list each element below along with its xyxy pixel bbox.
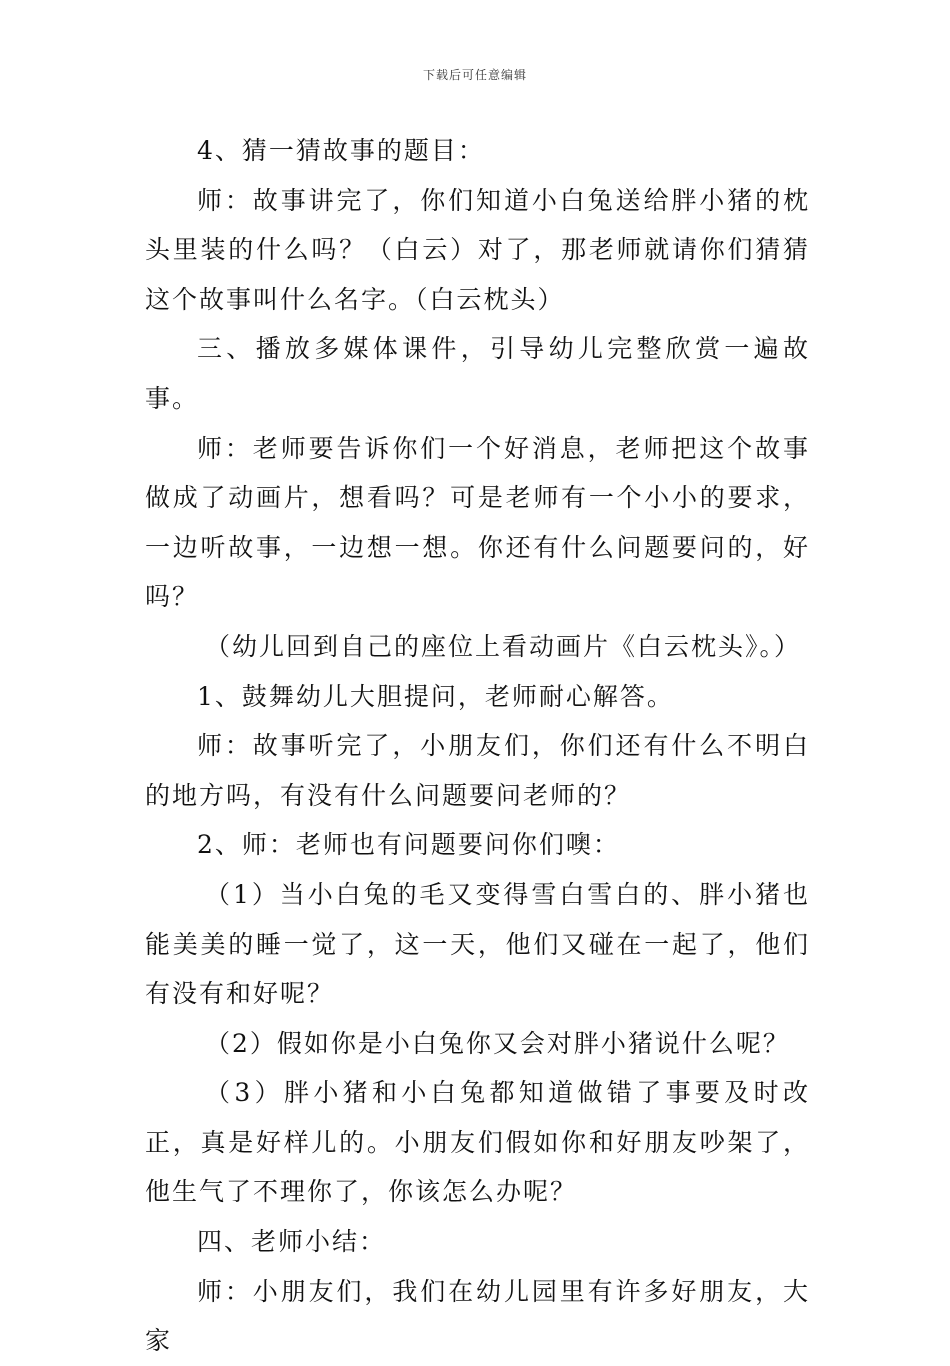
paragraph-question-three: （3）胖小猪和小白兔都知道做错了事要及时改正，真是好样儿的。小朋友们假如你和好朋友吵架了，他生气了不理你了，你该怎么办呢？ [145,1078,810,1207]
paragraph-step-one: 1、鼓舞幼儿大胆提问，老师耐心解答。 [197,681,674,711]
paragraph-teacher-animation: 师：老师要告诉你们一个好消息，老师把这个故事做成了动画片，想看吗？可是老师有一个小小的要求，一边听故事，一边想一想。你还有什么问题要问的，好吗？ [145,433,810,612]
paragraph-teacher-questions: 师：故事听完了，小朋友们，你们还有什么不明白的地方吗，有没有什么问题要问老师的？ [145,731,810,810]
paragraph-teacher-summary: 师：小朋友们，我们在幼儿园里有许多好朋友，大家 [145,1276,810,1356]
paragraph-teacher-story-done: 师：故事讲完了，你们知道小白兔送给胖小猪的枕头里装的什么吗？（白云）对了，那老师就请你们猜猜这个故事叫什么名字。（白云枕头） [145,185,810,314]
page-header: 下载后可任意编辑 [422,68,527,82]
paragraph-step-two: 2、师：老师也有问题要问你们噢： [197,830,620,860]
paragraph-question-two: （2）假如你是小白兔你又会对胖小猪说什么呢？ [205,1028,790,1058]
paragraph-guess-title: 4、猜一猜故事的题目： [197,136,485,165]
document-body [145,126,810,1366]
paragraph-section-four: 四、老师小结： [197,1227,387,1257]
paragraph-question-one: （1）当小白兔的毛又变得雪白雪白的、胖小猪也能美美的睡一觉了，这一天，他们又碰在一起了，他们有没有和好呢？ [145,879,810,1009]
paragraph-section-three: 三、播放多媒体课件，引导幼儿完整欣赏一遍故事。 [145,334,810,413]
paragraph-children-watch: （幼儿回到自己的座位上看动画片《白云枕头》。） [205,631,802,661]
